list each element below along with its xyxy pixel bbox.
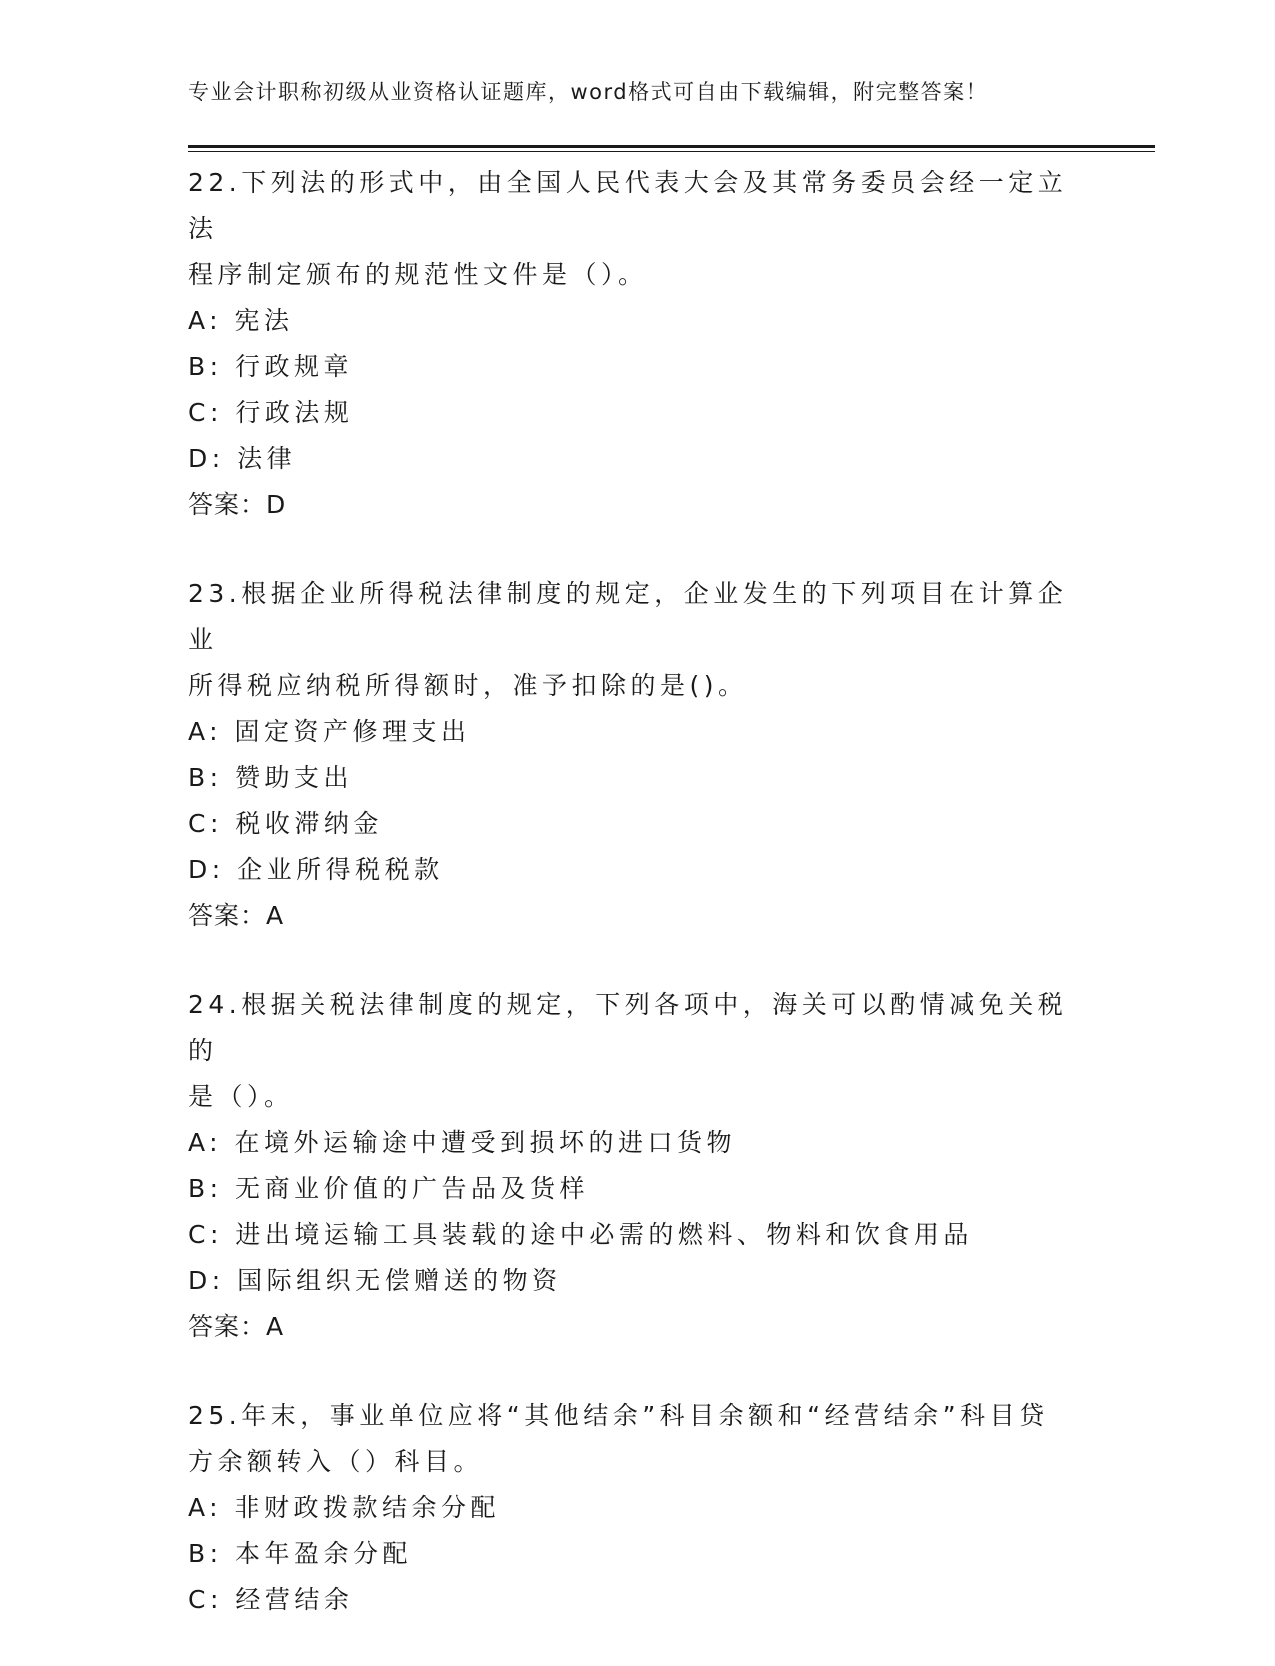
option-d: D: 国际组织无偿赠送的物资 bbox=[188, 1266, 562, 1295]
header-rule-thick bbox=[188, 145, 1155, 148]
question-stem-line: 23.根据企业所得税法律制度的规定，企业发生的下列项目在计算企业 bbox=[188, 579, 1068, 654]
question-stem-line: 24.根据关税法律制度的规定，下列各项中，海关可以酌情减免关税的 bbox=[188, 990, 1068, 1065]
option-d: D: 法律 bbox=[188, 444, 297, 473]
option-a: A: 宪法 bbox=[188, 306, 294, 335]
question-24 bbox=[188, 982, 1088, 1350]
question-23 bbox=[188, 571, 1088, 939]
answer: 答案：A bbox=[188, 901, 285, 930]
answer: 答案：D bbox=[188, 490, 287, 519]
option-c: C: 进出境运输工具装载的途中必需的燃料、物料和饮食用品 bbox=[188, 1220, 973, 1249]
option-b: B: 本年盈余分配 bbox=[188, 1539, 413, 1568]
question-stem-line: 22.下列法的形式中，由全国人民代表大会及其常务委员会经一定立法 bbox=[188, 168, 1068, 243]
option-b: B: 行政规章 bbox=[188, 352, 354, 381]
option-c: C: 行政法规 bbox=[188, 398, 354, 427]
question-stem-line: 25.年末，事业单位应将“其他结余”科目余额和“经营结余”科目贷 bbox=[188, 1401, 1049, 1430]
option-a: A: 在境外运输途中遭受到损坏的进口货物 bbox=[188, 1128, 737, 1157]
answer: 答案：A bbox=[188, 1312, 285, 1341]
question-stem-line: 所得税应纳税所得额时，准予扣除的是()。 bbox=[188, 671, 748, 700]
option-c: C: 税收滞纳金 bbox=[188, 809, 383, 838]
question-25 bbox=[188, 1393, 1088, 1623]
option-b: B: 无商业价值的广告品及货样 bbox=[188, 1174, 590, 1203]
option-d: D: 企业所得税税款 bbox=[188, 855, 444, 884]
header-rule-thin bbox=[188, 151, 1155, 152]
question-22 bbox=[188, 160, 1088, 528]
question-stem-line: 方余额转入（）科目。 bbox=[188, 1447, 484, 1476]
question-stem bbox=[188, 160, 1088, 298]
question-stem bbox=[188, 571, 1088, 709]
question-stem bbox=[188, 1393, 1088, 1485]
option-a: A: 非财政拨款结余分配 bbox=[188, 1493, 501, 1522]
question-stem-line: 程序制定颁布的规范性文件是（）。 bbox=[188, 260, 648, 289]
question-stem-line: 是（）。 bbox=[188, 1082, 294, 1111]
option-a: A: 固定资产修理支出 bbox=[188, 717, 471, 746]
option-c: C: 经营结余 bbox=[188, 1585, 354, 1614]
question-stem bbox=[188, 982, 1088, 1120]
question-list bbox=[188, 160, 1088, 1666]
option-b: B: 赞助支出 bbox=[188, 763, 354, 792]
page-header-text: 专业会计职称初级从业资格认证题库，word格式可自由下载编辑，附完整答案！ bbox=[188, 80, 989, 104]
